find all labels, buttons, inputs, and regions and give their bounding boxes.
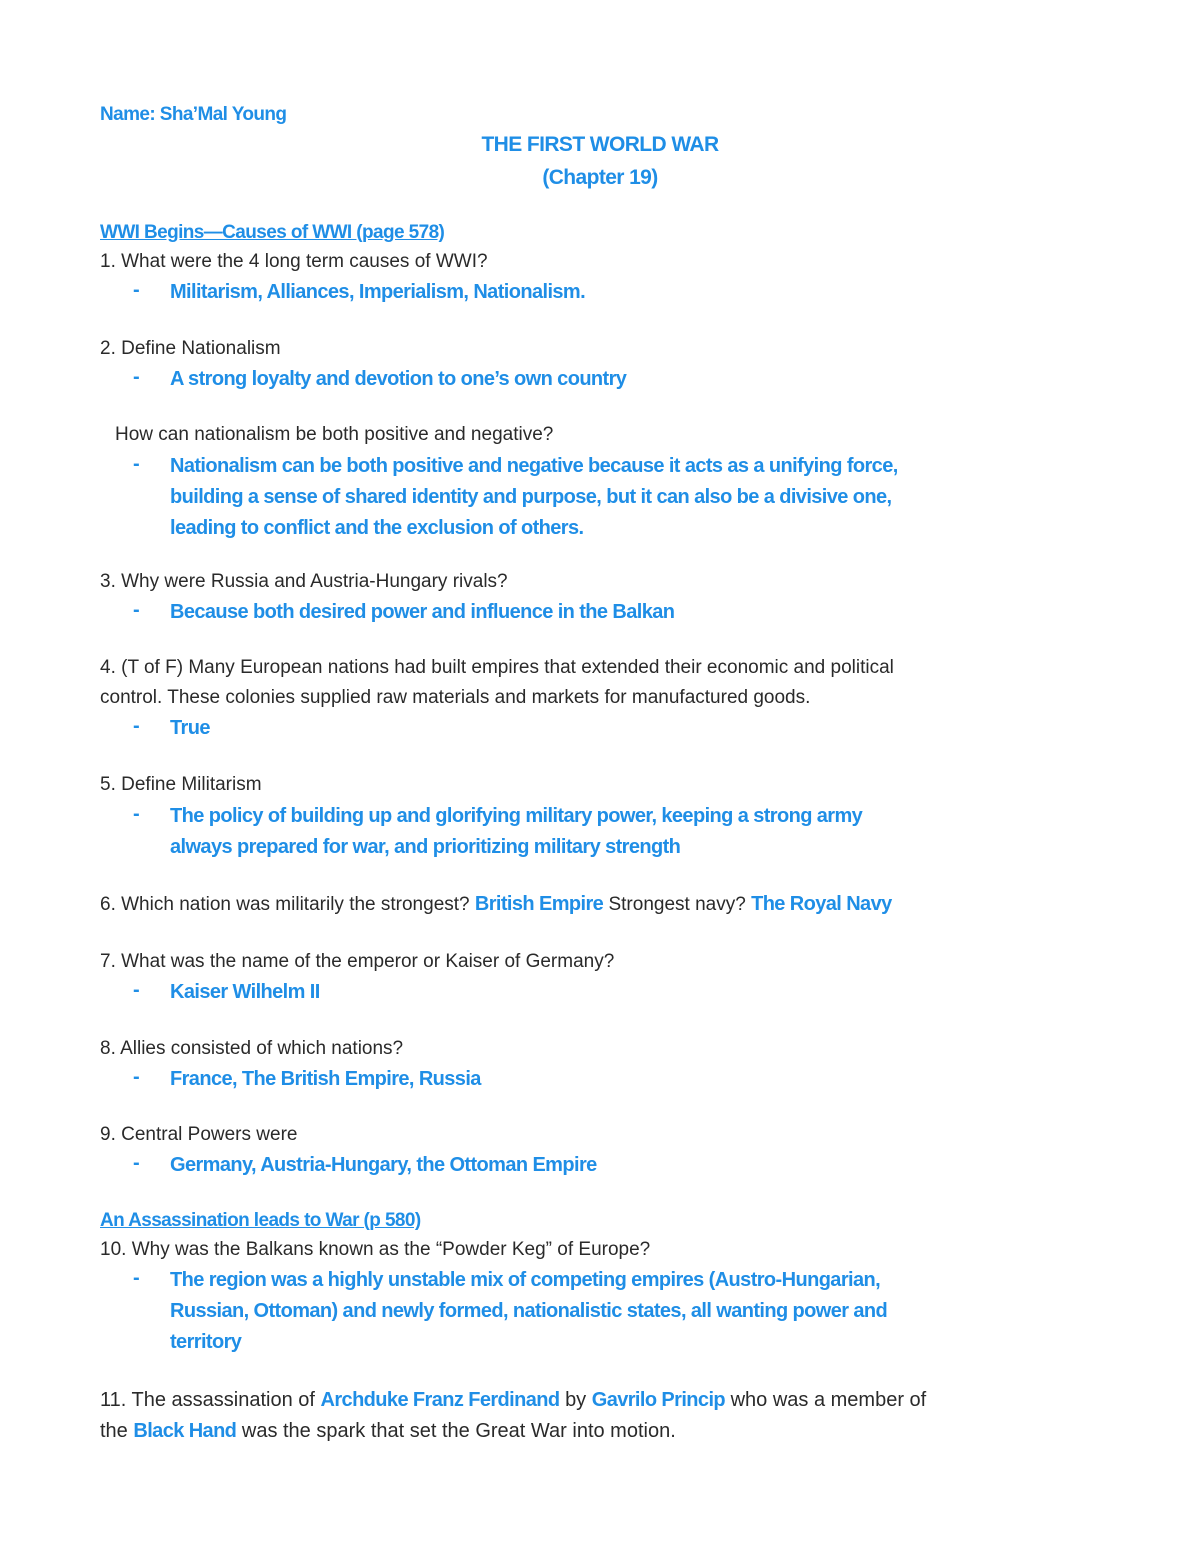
answer-10-line-2: Russian, Ottoman) and newly formed, nationalistic states, all wanting power and bbox=[170, 1300, 888, 1322]
answer-bullet: - bbox=[133, 279, 140, 301]
answer-bullet: - bbox=[133, 599, 140, 621]
question-8: 8. Allies consisted of which nations? bbox=[100, 1038, 404, 1059]
answer-6b: The Royal Navy bbox=[751, 893, 892, 915]
question-4-line-1: 4. (T of F) Many European nations had built empires that extended their economic and political bbox=[100, 657, 894, 678]
question-10: 10. Why was the Balkans known as the “Powder Keg” of Europe? bbox=[100, 1239, 651, 1260]
question-11-line-1 bbox=[100, 1389, 926, 1412]
question-9: 9. Central Powers were bbox=[100, 1124, 298, 1145]
answer-10-line-3: territory bbox=[170, 1331, 242, 1353]
section-heading-causes: WWI Begins—Causes of WWI (page 578) bbox=[100, 222, 445, 243]
question-11-line-2 bbox=[100, 1420, 676, 1443]
answer-11c: Black Hand bbox=[133, 1420, 237, 1442]
answer-11a: Archduke Franz Ferdinand bbox=[320, 1389, 560, 1411]
answer-11b: Gavrilo Princip bbox=[591, 1389, 726, 1411]
answer-1-text: Militarism, Alliances, Imperialism, Nationalism bbox=[170, 281, 581, 303]
answer-2b-line-3: leading to conflict and the exclusion of others. bbox=[170, 517, 584, 539]
answer-5-line-1: The policy of building up and glorifying military power, keeping a strong army bbox=[170, 805, 863, 827]
answer-bullet: - bbox=[133, 453, 140, 475]
question-7: 7. What was the name of the emperor or Kaiser of Germany? bbox=[100, 951, 615, 972]
student-name: Name: Sha’Mal Young bbox=[100, 104, 287, 125]
section-heading-assassination: An Assassination leads to War (p 580) bbox=[100, 1210, 421, 1231]
q11-text-4: the bbox=[100, 1420, 128, 1442]
answer-bullet: - bbox=[133, 366, 140, 388]
answer-10-line-1: The region was a highly unstable mix of competing empires (Austro-Hungarian, bbox=[170, 1269, 881, 1291]
answer-9: Germany, Austria-Hungary, the Ottoman Empire bbox=[170, 1154, 597, 1176]
answer-2: A strong loyalty and devotion to one’s own country bbox=[170, 368, 627, 390]
page-title: THE FIRST WORLD WAR bbox=[481, 133, 719, 156]
answer-5-line-2: always prepared for war, and prioritizing military strength bbox=[170, 836, 681, 858]
answer-bullet: - bbox=[133, 715, 140, 737]
answer-6a: British Empire bbox=[474, 893, 604, 915]
q11-text-3: who was a member of bbox=[730, 1389, 927, 1411]
question-4-line-2: control. These colonies supplied raw materials and markets for manufactured goods. bbox=[100, 687, 811, 708]
answer-bullet: - bbox=[133, 1066, 140, 1088]
answer-bullet: - bbox=[133, 803, 140, 825]
question-2: 2. Define Nationalism bbox=[100, 338, 281, 359]
q11-text-2: by bbox=[565, 1389, 587, 1411]
answer-2b-line-2: building a sense of shared identity and purpose, but it can also be a divisive one, bbox=[170, 486, 892, 508]
answer-8: France, The British Empire, Russia bbox=[170, 1068, 481, 1090]
answer-1: Militarism, Alliances, Imperialism, Nationalism. bbox=[170, 281, 586, 303]
page-subtitle: (Chapter 19) bbox=[542, 166, 658, 189]
answer-bullet: - bbox=[133, 979, 140, 1001]
question-6 bbox=[100, 893, 892, 916]
q11-text-1: 11. The assassination of bbox=[100, 1389, 315, 1411]
question-5: 5. Define Militarism bbox=[100, 774, 262, 795]
question-6-part-a: 6. Which nation was militarily the strongest? bbox=[100, 894, 470, 915]
question-1: 1. What were the 4 long term causes of WWI? bbox=[100, 251, 488, 272]
answer-2b-line-1: Nationalism can be both positive and negative because it acts as a unifying force, bbox=[170, 455, 898, 477]
answer-4: True bbox=[170, 717, 210, 739]
answer-3: Because both desired power and influence in the Balkan bbox=[170, 601, 675, 623]
question-2b: How can nationalism be both positive and negative? bbox=[115, 424, 554, 445]
question-3: 3. Why were Russia and Austria-Hungary rivals? bbox=[100, 571, 508, 592]
question-6-part-b: Strongest navy? bbox=[608, 894, 746, 915]
q11-text-5: was the spark that set the Great War into motion. bbox=[241, 1420, 676, 1442]
answer-7: Kaiser Wilhelm II bbox=[170, 981, 320, 1003]
answer-bullet: - bbox=[133, 1267, 140, 1289]
answer-bullet: - bbox=[133, 1152, 140, 1174]
